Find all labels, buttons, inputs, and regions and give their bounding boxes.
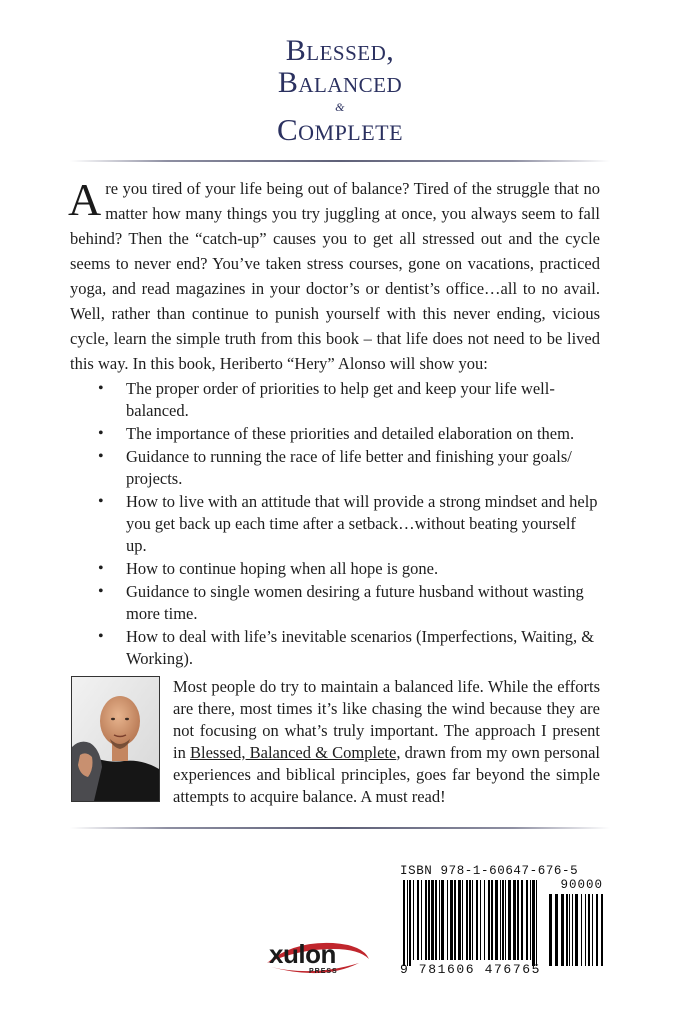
list-item — [70, 558, 600, 580]
bullet-icon: • — [98, 425, 104, 442]
bullet-icon: • — [98, 583, 104, 600]
list-item-text: Guidance to running the race of life better and finishing your goals/ projects. — [126, 447, 572, 488]
isbn-barcode — [397, 862, 607, 980]
drop-cap: A — [68, 174, 102, 225]
intro-paragraph — [70, 176, 600, 376]
author-photo — [71, 676, 160, 802]
list-item — [70, 378, 600, 422]
title-line-1: Blessed, — [285, 34, 395, 67]
ean-number: 9 781606 476765 — [400, 962, 542, 977]
list-item — [70, 491, 600, 557]
list-item — [70, 446, 600, 490]
blurb-text-end: , drawn from my own personal experiences and biblical principles, goes far beyond the simple attempts to acquire balance. A must read! — [173, 743, 600, 806]
list-item — [70, 423, 600, 445]
book-title-reference: Blessed, Balanced & Complete — [190, 743, 397, 762]
title-line-3: Complete — [276, 112, 404, 147]
list-item-text: Guidance to single women desiring a future husband without wasting more time. — [126, 582, 584, 623]
top-divider — [70, 160, 610, 162]
publisher-tagline: PRESS — [309, 968, 338, 975]
list-item-text: How to deal with life’s inevitable scenarios (Imperfections, Waiting, & Working). — [126, 627, 595, 668]
isbn-number: ISBN 978-1-60647-676-5 — [400, 864, 579, 878]
bullet-icon: • — [98, 493, 104, 510]
list-item-text: The proper order of priorities to help get and keep your life well-balanced. — [126, 379, 555, 420]
book-title — [0, 34, 680, 147]
bottom-divider — [70, 827, 610, 829]
intro-text: re you tired of your life being out of balance? Tired of the struggle that no matter how many things you try juggling at once, you always seem to fall behind? Then the “catch-up” causes you to get all stressed out and the cycle seems to never end? You’ve taken stress courses, gone on vacations, practiced yoga, and read magazines in your doctor’s or dentist’s office…all to no avail. Well, rather than continue to punish yourself with this never ending, vicious cycle, learn the simple truth from this book – that life does not need to be lived this way. In this book, Heriberto “Hery” Alonso will show you: — [70, 179, 600, 373]
list-item-text: How to live with an attitude that will provide a strong mindset and help you get back up each time after a setback…without beating yourself up. — [126, 492, 598, 555]
publisher-name: xulon — [269, 939, 336, 969]
benefits-list — [70, 378, 600, 671]
list-item-text: How to continue hoping when all hope is gone. — [126, 559, 439, 578]
bullet-icon: • — [98, 448, 104, 465]
bullet-icon: • — [98, 380, 104, 397]
title-line-2: Balanced — [277, 66, 403, 99]
list-item-text: The importance of these priorities and detailed elaboration on them. — [126, 424, 575, 443]
addon-number: 90000 — [560, 878, 603, 892]
title-ampersand: & — [335, 100, 345, 114]
bullet-icon: • — [98, 628, 104, 645]
list-item — [70, 626, 600, 670]
blurb-text-start: Most people do try to maintain a balanced life. While the efforts are there, most times it’s like chasing the wind because they are not focusing on what’s truly important. The approach I present in — [173, 677, 600, 762]
list-item — [70, 581, 600, 625]
publisher-logo — [263, 937, 373, 981]
author-blurb — [173, 676, 600, 808]
bullet-icon: • — [98, 560, 104, 577]
